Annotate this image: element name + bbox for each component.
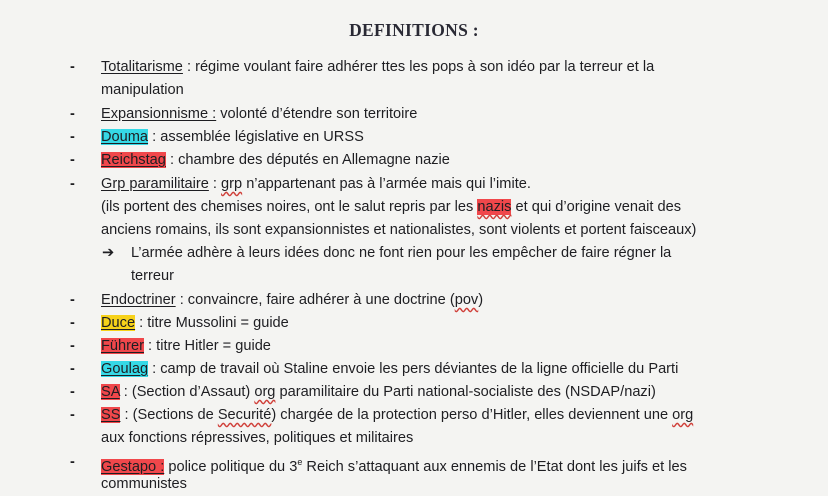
definition-text: communistes (101, 476, 187, 492)
bullet-dash: - (70, 384, 75, 400)
definition-text: : (Sections de (120, 407, 218, 423)
definition-text: (ils portent des chemises noires, ont le salut repris par les (101, 199, 478, 215)
term-duce-highlight: Duce (101, 315, 136, 331)
bullet-dash: - (70, 176, 75, 192)
bullet-dash: - (70, 454, 75, 470)
bullet-dash: - (70, 407, 75, 423)
arrow-note-text: L’armée adhère à leurs idées donc ne font rien pour les empêcher de faire régner la (131, 245, 672, 261)
definition-text: : (Section d’Assaut) (119, 384, 255, 400)
definition-text: : chambre des députés en Allemagne nazie (165, 152, 450, 168)
bullet-dash: - (70, 106, 75, 122)
bullet-dash: - (70, 292, 75, 308)
definition-text: : convaincre, faire adhérer à une doctrine ( (175, 292, 455, 308)
term-ss-highlight: SS (101, 407, 121, 423)
definition-text: : camp de travail où Staline envoie les pers déviantes de la ligne officielle du Parti (148, 361, 679, 377)
arrow-note-text: terreur (131, 268, 174, 284)
term-reichstag-highlight: Reichstag (101, 152, 166, 168)
bullet-dash: - (70, 315, 75, 331)
definition-text: : assemblée législative en URSS (148, 129, 364, 145)
definition-text: manipulation (101, 82, 184, 98)
definition-text: ) (478, 292, 484, 308)
definition-text: : régime voulant faire adhérer ttes les pops à son idéo par la terreur et la (182, 59, 655, 75)
definition-text: n’appartenant pas à l’armée mais qui l’imite. (242, 176, 531, 192)
arrow-right-icon: ➔ (102, 245, 115, 261)
definition-text: Reich s’attaquant aux ennemis de l’Etat dont les juifs et les (302, 458, 687, 475)
definition-text: : (208, 176, 222, 192)
definition-text: et qui d’origine venait des (511, 199, 681, 215)
term-douma-highlight: Douma (101, 129, 149, 145)
page-title: DEFINITIONS : (349, 20, 479, 40)
definition-text: : titre Hitler = guide (143, 338, 271, 354)
spellcheck-word: org (672, 407, 694, 423)
term-gestapo-highlight: Gestapo : (101, 458, 165, 475)
definition-text: ) chargée de la protection perso d’Hitler, elles deviennent une (271, 407, 673, 423)
definition-text: paramilitaire du Parti national-socialiste des (NSDAP/nazi) (275, 384, 656, 400)
term-goulag-highlight: Goulag (101, 361, 149, 377)
bullet-dash: - (70, 338, 75, 354)
bullet-dash: - (70, 129, 75, 145)
term-expansionnisme: Expansionnisme : (101, 106, 217, 122)
spellcheck-word: Securité (217, 407, 272, 423)
term-endoctriner: Endoctriner (101, 292, 176, 308)
definition-text: police politique du 3 (164, 458, 298, 475)
nazis-highlight: nazis (477, 199, 512, 215)
term-fuhrer-highlight: Führer (101, 338, 144, 354)
term-grp-paramilitaire: Grp paramilitaire (101, 176, 209, 192)
definition-text: volonté d’étendre son territoire (216, 106, 418, 122)
spellcheck-word: org (254, 384, 276, 400)
definition-text: aux fonctions répressives, politiques et militaires (101, 430, 414, 446)
bullet-dash: - (70, 59, 75, 75)
bullet-dash: - (70, 152, 75, 168)
spellcheck-word: grp (221, 176, 243, 192)
definition-text: : titre Mussolini = guide (135, 315, 289, 331)
spellcheck-word: pov (454, 292, 479, 308)
definition-text: anciens romains, ils sont expansionnistes et nationalistes, sont violents et portent faisceaux) (101, 222, 697, 238)
term-totalitarisme: Totalitarisme (101, 59, 183, 75)
term-sa-highlight: SA (101, 384, 120, 400)
superscript: e (297, 457, 303, 467)
bullet-dash: - (70, 361, 75, 377)
